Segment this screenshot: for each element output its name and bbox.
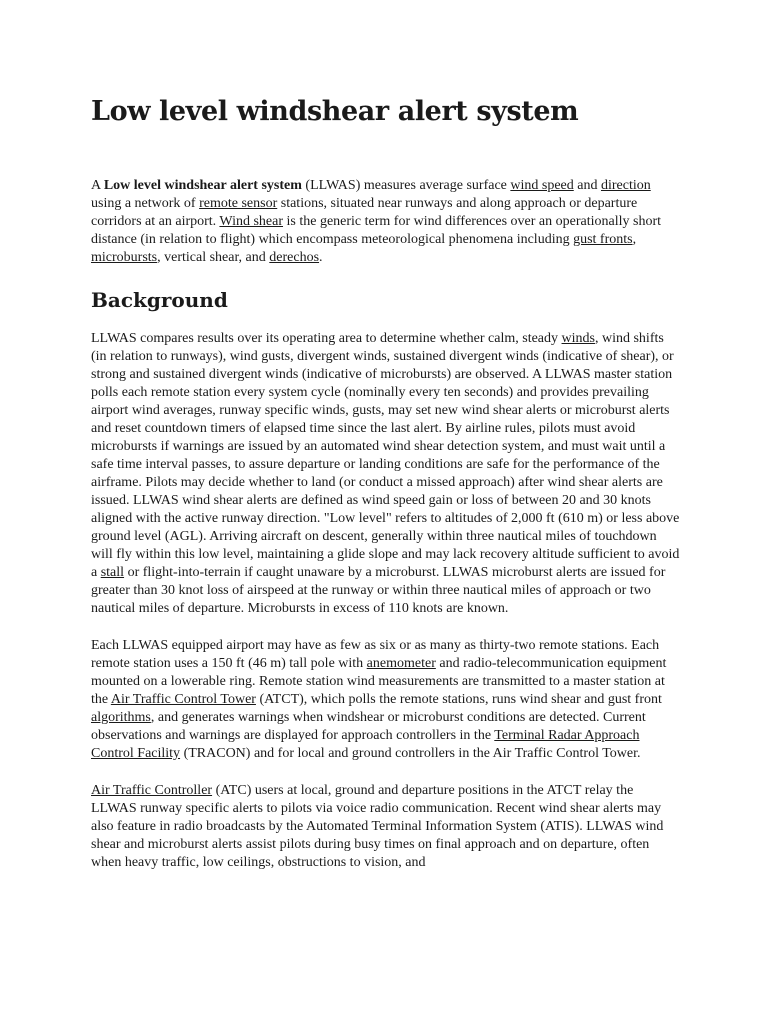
section-heading-background: Background <box>91 288 228 312</box>
text: (LLWAS) measures average surface <box>301 178 511 193</box>
text: , vertical shear, and <box>157 250 270 265</box>
link-air-traffic-control-tower[interactable]: Air Traffic Control Tower <box>110 692 256 707</box>
link-derechos[interactable]: derechos <box>269 250 320 265</box>
link-winds[interactable]: winds <box>561 331 595 346</box>
text: (TRACON) and for local and ground controllers in the Air Traffic Control Tower. <box>180 746 641 761</box>
link-air-traffic-controller[interactable]: Air Traffic Controller <box>91 783 213 798</box>
intro-paragraph <box>91 177 681 267</box>
link-algorithms[interactable]: algorithms <box>91 710 151 725</box>
text: is the generic term for wind differences over an operationally short distance (in relation to flight) which encompass meteorological phenomena including <box>91 214 662 247</box>
text: LLWAS compares results over its operating area to determine whether calm, steady <box>91 331 562 346</box>
text: , <box>632 232 637 247</box>
text: , and generates warnings when windshear or microburst conditions are detected. Current observations and warnings are displayed for approach controllers in the <box>91 710 646 743</box>
link-anemometer[interactable]: anemometer <box>366 656 436 671</box>
link-tracon[interactable]: Terminal Radar Approach Control Facility <box>91 728 640 761</box>
link-direction[interactable]: direction <box>600 178 651 193</box>
page-title: Low level windshear alert system <box>91 96 579 127</box>
link-gust-fronts[interactable]: gust fronts <box>573 232 633 247</box>
text: and <box>573 178 601 193</box>
text: A <box>91 178 104 193</box>
link-stall[interactable]: stall <box>100 565 125 580</box>
link-wind-shear[interactable]: Wind shear <box>219 214 284 229</box>
bold-term: Low level windshear alert system <box>103 178 302 193</box>
background-paragraph-3 <box>91 782 681 872</box>
background-paragraph-2 <box>91 637 681 763</box>
text: (ATC) users at local, ground and departure positions in the ATCT relay the LLWAS runway specific alerts to pilots via voice radio communication. Recent wind shear alerts may also feature in radio broadcasts by the Automated Terminal Information System (ATIS). LLWAS wind shear and microburst alerts assist pilots during busy times on final approach and on departure, often when heavy traffic, low ceilings, obstructions to vision, and <box>91 783 664 870</box>
link-wind-speed[interactable]: wind speed <box>510 178 574 193</box>
document-page <box>91 92 681 891</box>
text: Each LLWAS equipped airport may have as few as six or as many as thirty-two remote stations. Each remote station uses a 150 ft (46 m) tall pole with <box>91 638 660 671</box>
text: stations, situated near runways and along approach or departure corridors at an airport. <box>91 196 638 229</box>
text: and radio-telecommunication equipment mounted on a lowerable ring. Remote station wind measurements are transmitted to a master station at the <box>91 656 667 707</box>
text: using a network of <box>91 196 200 211</box>
text: (ATCT), which polls the remote stations, runs wind shear and gust front <box>255 692 662 707</box>
link-microbursts[interactable]: microbursts <box>91 250 158 265</box>
background-paragraph-1 <box>91 330 681 618</box>
link-remote-sensor[interactable]: remote sensor <box>199 196 278 211</box>
text: . <box>319 250 323 265</box>
text: , wind shifts (in relation to runways), wind gusts, divergent winds, sustained divergent winds (indicative of shear), or strong and sustained divergent winds (indicative of microbursts) are observed. A LLWAS master station polls each remote station every system cycle (nominally every ten seconds) and provides prevailing airport wind averages, runway specific winds, gusts, may set new wind shear alerts or microburst alerts and reset countdown timers of elapsed time since the last alert. By airline rules, pilots must avoid microbursts if warnings are issued by an automated wind shear detection system, and must wait until a safe time interval passes, to assure departure or landing conditions are safe for the performance of the airframe. Pilots may decide whether to land (or conduct a missed approach) after wind shear alerts are issued. LLWAS wind shear alerts are defined as wind speed gain or loss of between 20 and 30 knots aligned with the active runway direction. "Low level" refers to altitudes of 2,000 ft (610 m) or less above ground level (AGL). Arriving aircraft on descent, generally within three nautical miles of touchdown will fly within this low level, maintaining a glide slope and may lack recovery altitude sufficient to avoid a <box>91 331 680 580</box>
text: or flight-into-terrain if caught unaware by a microburst. LLWAS microburst alerts are issued for greater than 30 knot loss of airspeed at the runway or within three nautical miles of approach or two nautical miles of departure. Microbursts in excess of 110 knots are known. <box>91 565 666 616</box>
